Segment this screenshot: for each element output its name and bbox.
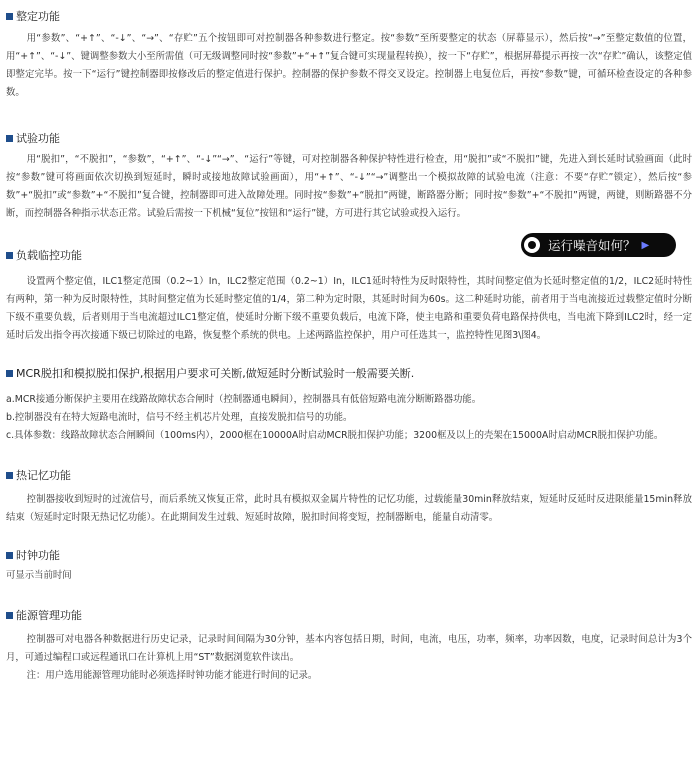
list-item: a.MCR接通分断保护主要用在线路故障状态合闸时（控制器通电瞬间），控制器具有低倍短路电流分断断路器功能。 (6, 394, 482, 405)
bullet-square-icon (6, 370, 13, 377)
list-item: b.控制器没有在特大短路电流时，信号不经主机芯片处理，直接发脱扣信号的功能。 (6, 412, 353, 423)
section-energy-management (6, 605, 692, 685)
section-heading-text: 能源管理功能 (16, 609, 82, 622)
section-heading (6, 605, 692, 625)
section-heading (6, 363, 692, 383)
section-heading-text: 整定功能 (16, 10, 60, 23)
section-test (6, 128, 692, 223)
section-heading-text: MCR脱扣和模拟脱扣保护,根据用户要求可关断,做短延时分断试验时一般需要关断. (16, 367, 415, 380)
bullet-square-icon (6, 612, 13, 619)
section-setting (6, 6, 692, 102)
bullet-square-icon (6, 252, 13, 259)
section-mcr (6, 363, 692, 445)
section-heading-text: 负载临控功能 (16, 249, 82, 262)
bullet-square-icon (6, 135, 13, 142)
bullet-square-icon (6, 472, 13, 479)
play-arrow-icon: ▶ (641, 239, 650, 251)
section-heading-text: 时钟功能 (16, 549, 60, 562)
section-paragraph: 控制器接收到短时的过流信号，而后系统又恢复正常，此时具有模拟双金属片特性的记忆功能，过载能量30min释放结束，短延时反延时反进限能量15min释放结束（短延时定时限无热记忆功能）。在此期间发生过载、短延时故障，脱扣时间将变短，控制器断电，能量自动清零。 (6, 494, 692, 523)
list-item: c.具体参数：线路故障状态合闸瞬间（100ms内），2000框在10000A时启动MCR脱扣保护功能；3200框及以上的壳架在15000A时启动MCR脱扣保护功能。 (6, 430, 664, 441)
section-heading (6, 545, 692, 565)
section-paragraph: 控制器可对电器各种数据进行历史记录，记录时间间隔为30分钟，基本内容包括日期，时间，电流，电压，功率，频率，功率因数，电度，记录时间总计为3个月，可通过编程口或远程通讯口在计算机上用“ST”数据浏览软件读出。 (6, 634, 692, 663)
section-paragraph: 用“脱扣”，“不脱扣”，“参数”，“+↑”、“-↓”“→”、“运行”等键，可对控制器各种保护特性进行检查，用“脱扣”或“不脱扣”键，先进入到长延时试验画面（此时按“参数”键可将画面依次切换到短延时，瞬时或接地故障试验画面），用“+↑”、“-↓”“→”调整出一个模拟故障的试验电流（注意：不要“存贮”锁定），然后按“参数”+“脱扣”或“参数”+“不脱扣”复合键，控制器即可进入故障处理。同时按“参数”+“脱扣”两键，断路器分断；同时按“参数”+“不脱扣”两键，两键，则断路器不分断，而控制器各种指示状态正常。试验后需按一下机械“复位”按钮和“运行”键，方可进行其它试验或投入运行。 (6, 154, 692, 219)
section-paragraph: 设置两个整定值，ILC1整定范围（0.2~1）In，ILC2整定范围（0.2~1）In，ILC1延时特性为反时限特性，其时间整定值为长延时整定值的1/2，ILC2延时特性有两种，第一种为反时限特性，其时间整定值为长延时整定值的1/4，第二种为定时限，其延时时间为60s。这二种延时功能，前者用于当电流接近过载整定值时分断下级不重要负载，后者则用于当电流超过ILC1整定值，使延时分断下级不重要负载后，电流下降，使主电路和重要负荷电路保持供电，当电流下降到ILC2时，经一定延时后发出指令再次接通下级已切除过的电路，恢复整个系统的供电。上述两路监控保护，用户可任选其一，监控特性见图3\图4。 (6, 276, 692, 341)
bullet-square-icon (6, 552, 13, 559)
section-heading (6, 465, 692, 485)
section-thermal-memory (6, 465, 692, 527)
section-paragraph: 可显示当前时间 (6, 570, 72, 581)
record-icon (524, 237, 540, 253)
section-heading (6, 128, 692, 148)
floating-question-label: 运行噪音如何？ (548, 238, 636, 253)
section-heading (6, 6, 692, 26)
section-note: 注：用户选用能源管理功能时必须选择时钟功能才能进行时间的记录。 (26, 670, 318, 681)
section-paragraph: 用“参数”、“+↑”、“-↓”、“→”、“存贮”五个按钮即可对控制器各种参数进行整定。按“参数”至所要整定的状态（屏幕显示），然后按“→”至整定数值的位置，用“+↑”、“-↓”、键调整参数大小至所需值（可无级调整同时按“参数”+“+↑”复合键可实现量程转换），按一下“存贮”，根据屏幕提示再按一次“存贮”确认，该整定值即整定完毕。按一下“运行”键控制器即按修改后的整定值进行保护。控制器的保护参数不得交叉设定。控制器上电复位后，再按“参数”键，可循环检查设定的各种参数。 (6, 33, 692, 98)
section-load-monitor (6, 245, 692, 345)
bullet-square-icon (6, 13, 13, 20)
section-heading-text: 试验功能 (16, 132, 60, 145)
floating-question-button[interactable] (521, 233, 676, 257)
section-clock (6, 545, 692, 585)
section-heading-text: 热记忆功能 (16, 469, 71, 482)
